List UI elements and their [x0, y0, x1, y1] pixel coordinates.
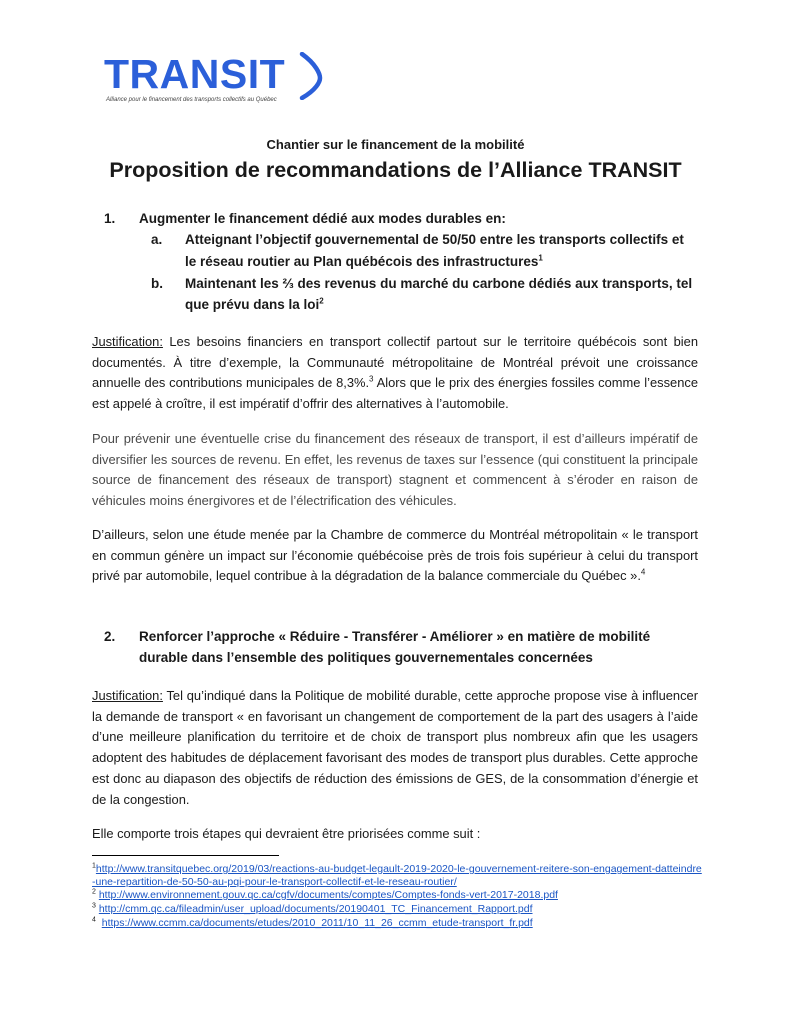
footnote-link[interactable]: https://www.ccmm.ca/documents/etudes/2010_2011/10_11_26_ccmm_etude-transport_fr.pdf	[101, 917, 533, 929]
rec2-heading-line2: durable dans l’ensemble des politiques gouvernementales concernées	[139, 650, 593, 665]
document-subtitle: Chantier sur le financement de la mobilité	[266, 137, 525, 152]
justification-label: Justification:	[92, 688, 163, 703]
footnote-4: $^4$ https://www.ccmm.ca/documents/etudes/2010_2011/10_11_26_ccmm_etude-transport_fr.pdf	[92, 916, 533, 929]
justification-paragraph-1: Justification: Les besoins financiers en transport collectif partout sur le territoire québécois sont bien documentés. À titre d’exemple, la Communauté métropolitaine de Montréal prévoit une croissance annuelle des contributions municipales de 8,3%.$^3$ Alors que le prix des énergies fossiles comme l’essence est appelé à croître, il est impératif d’offrir des alternatives à l’automobile.	[92, 334, 698, 412]
closing-sentence: Elle comporte trois étapes qui devraient être priorisées comme suit :	[92, 826, 481, 841]
rec1-heading: Augmenter le financement dédié aux modes durables en:	[139, 211, 506, 226]
paragraph-financing-crisis: Pour prévenir une éventuelle crise du financement des réseaux de transport, il est d’ailleurs impératif de diversifier les sources de revenu. En effet, les revenus de taxes sur l’essence (qui constituent la principale source de financement des réseaux de transport) stagnent et commencent à s’éroder en raison de véhicules moins énergivores et de l’électrification des véhicules.	[92, 431, 698, 509]
footnote-ref: 2	[319, 296, 324, 306]
footnote-link[interactable]: http://www.transitquebec.org/2019/03/reactions-au-budget-legault-2019-2020-le-gouvernement-reitere-son-engagement-datteindre-une-repartition-de-50-50-au-pqi-pour-le-transport-collectif-et-le-reseau-routier/	[92, 863, 702, 888]
transit-logo	[104, 52, 334, 112]
footnote-ref: 3	[369, 375, 374, 385]
footnote-ref: 1	[538, 253, 543, 263]
footnote-2: $^2$ http://www.environnement.gouv.qc.ca/cgfv/documents/comptes/Comptes-fonds-vert-2017-2018.pdf	[92, 888, 558, 901]
footnote-link[interactable]: http://cmm.qc.ca/fileadmin/user_upload/documents/20190401_TC_Financement_Rapport.pdf	[98, 903, 533, 915]
justification-label: Justification:	[92, 334, 163, 349]
footnote-separator	[92, 855, 279, 856]
logo-wordmark: TRANSIT	[104, 51, 286, 97]
footnote-link[interactable]: http://www.environnement.gouv.qc.ca/cgfv/documents/comptes/Comptes-fonds-vert-2017-2018.pdf	[98, 889, 558, 901]
rec2-heading-line1: Renforcer l’approche « Réduire - Transférer - Améliorer » en matière de mobilité	[139, 629, 651, 644]
rec1-a-label: a.	[151, 232, 163, 247]
rec1-b-line2: que prévu dans la loi$^2$	[185, 296, 324, 312]
justification-paragraph-2: Justification: Tel qu’indiqué dans la Politique de mobilité durable, cette approche propose vise à influencer la demande de transport « en favorisant un changement de comportement de la part des usagers à l’aide d’une meilleure planification du territoire et de choix de transport plus nombreux afin que les usagers adoptent des habitudes de déplacement favorisant des modes de transport plus durables. Cette approche est donc au diapason des objectifs de réduction des émissions de GES, de la consommation d’énergie et de la congestion.	[92, 688, 698, 807]
rec1-a-line1: Atteignant l’objectif gouvernemental de 50/50 entre les transports collectifs et	[185, 232, 684, 247]
footnote-ref: 4	[640, 568, 646, 578]
chevron-right-icon	[296, 52, 326, 100]
rec1-b-line1: Maintenant les ⅔ des revenus du marché du carbone dédiés aux transports, tel	[185, 276, 693, 291]
footnote-3: $^3$ http://cmm.qc.ca/fileadmin/user_upload/documents/20190401_TC_Financement_Rapport.pdf	[92, 902, 533, 915]
rec2-number: 2.	[104, 629, 116, 644]
rec1-number: 1.	[104, 211, 116, 226]
footnote-1: $^1$http://www.transitquebec.org/2019/03/reactions-au-budget-legault-2019-2020-le-gouvernement-reitere-son-engagement-datteindre-une-repartition-de-50-50-au-pqi-pour-le-transport-collectif-et-le-reseau-routier/	[92, 862, 702, 888]
rec1-b-label: b.	[151, 276, 163, 291]
logo-tagline: Alliance pour le financement des transports collectifs au Québec	[106, 97, 277, 103]
paragraph-ccmm-study: D’ailleurs, selon une étude menée par la Chambre de commerce du Montréal métropolitain « le transport en commun génère un impact sur l’économie québécoise près de trois fois supérieur à celui du transport privé par automobile, lequel contribue à la dégradation de la balance commerciale du Québec ».$^4$	[92, 527, 698, 584]
rec1-a-line2: le réseau routier au Plan québécois des infrastructures$^1$	[185, 253, 543, 269]
document-title: Proposition de recommandations de l’Alliance TRANSIT	[109, 158, 682, 182]
